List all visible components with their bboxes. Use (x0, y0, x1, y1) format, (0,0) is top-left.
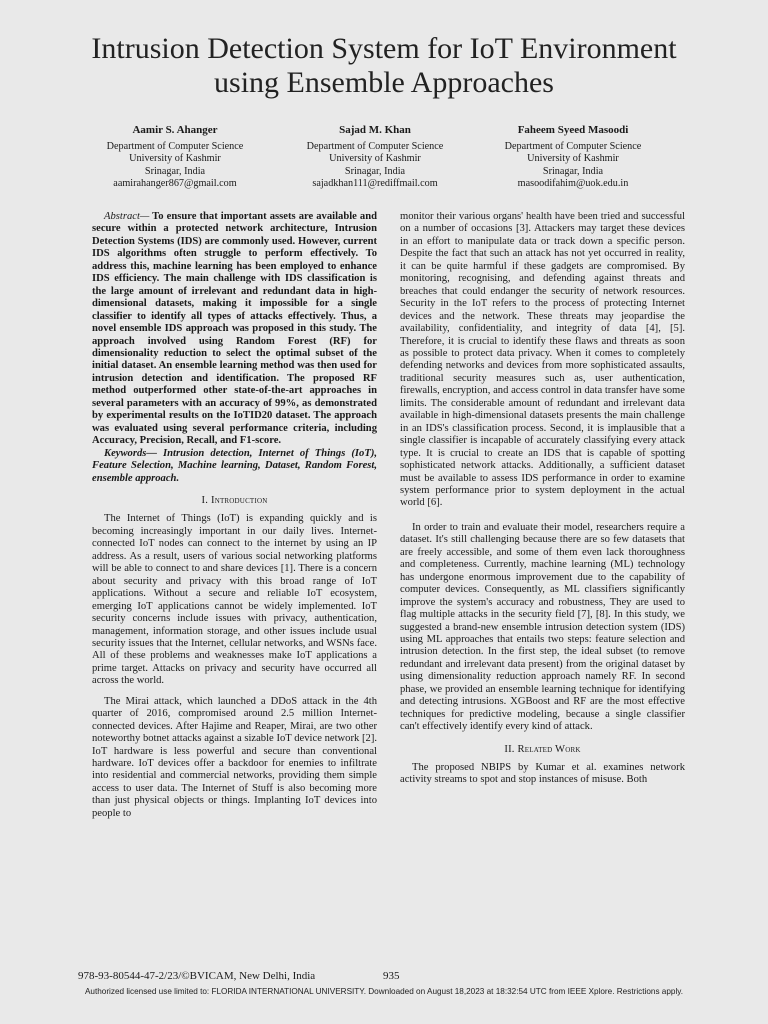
author-univ: University of Kashmir (329, 153, 421, 164)
author-location: Srinagar, India (542, 165, 604, 177)
abstract-text: To ensure that important assets are available and secure within a protected network architecture, Intrusion Detection Systems (IDS) are commonly used. However, current IDS algorithms often struggle to perform effectively. To address this, machine learning has been employed to enhance IDS efficiency. The main challenge with IDS classification is the large amount of irrelevant and redundant data in high-dimensional datasets, making it impossible for a single classifier to identify all types of attacks effectively. Thus, a novel ensemble IDS approach was proposed in this study. The approach involved using Random Forest (RF) for dimensionality reduction to select the optimal subset of the initial dataset. An ensemble learning method was then used for intrusion detection and identification. The proposed RF method outperformed other state-of-the-art approaches in several parameters with an accuracy of 99%, as demonstrated by experimental results on the IoTID20 dataset. The approach was evaluated using several performance criteria, including Accuracy, Precision, Recall, and F1-score. (92, 211, 377, 447)
page-number: 935 (383, 970, 400, 982)
author-3 (468, 124, 678, 191)
author-name: Aamir S. Ahanger (132, 124, 218, 136)
keywords-text: Intrusion detection, Internet of Things (IoT), Feature Selection, Machine learning, Dataset, Random Forest, ensemble approach. (92, 447, 377, 484)
author-dept: Department of Computer Science (504, 140, 642, 152)
left-column (92, 211, 377, 820)
author-email: masoodifahim@uok.edu.in (517, 178, 629, 189)
author-univ: University of Kashmir (129, 153, 221, 164)
author-block (70, 124, 710, 194)
author-univ: University of Kashmir (527, 153, 619, 164)
intro-paragraph-1: The Internet of Things (IoT) is expanding quickly and is becoming increasingly important in our daily lives. Internet-connected IoT nodes can connect to the internet by using an IP address. As a result, users of various social networking platforms will be able to connect to and share devices [1]. There is a concern about security and privacy with this broad range of IoT applications. Without a secure and reliable IoT ecosystem, emerging IoT applications cannot be widely implemented. IoT security concerns include issues with privacy, authentication, management, information storage, and other issues include usual security issues that the Internet, cellular networks, and WSNs face. All of these problems and weaknesses make IoT applications a prime target. Attacks on privacy and security have occurred all across the world. (92, 513, 377, 687)
title-line-1: Intrusion Detection System for IoT Environment (91, 32, 677, 65)
author-location: Srinagar, India (344, 165, 406, 177)
author-name: Faheem Syeed Masoodi (517, 124, 629, 136)
keywords-label: Keywords— (104, 447, 157, 459)
license-notice: Authorized licensed use limited to: FLORIDA INTERNATIONAL UNIVERSITY. Downloaded on August 18,2023 at 18:32:54 UTC from IEEE Xplore. Restrictions apply. (84, 987, 684, 996)
footer-isbn: 978-93-80544-47-2/23/©BVICAM, New Delhi, India (78, 970, 316, 982)
author-dept: Department of Computer Science (306, 140, 444, 152)
title-line-2: using Ensemble Approaches (214, 66, 554, 99)
abstract-label: Abstract— (104, 211, 150, 222)
paper-title (40, 32, 728, 100)
intro-paragraph-2: The Mirai attack, which launched a DDoS attack in the 4th quarter of 2016, compromised around 2.5 million Internet-connected devices. After Hajime and Reaper, Mirai, are two other noteworthy botnet attacks against a sizable IoT device network [2]. IoT hardware is less powerful and secure than conventional hardware. IoT devices offer a backdoor for enemies to infiltrate into residential and commercial networks, providing them simple access to user data. The Internet of Stuff is also becoming more than just physical objects or things. Implanting IoT devices into people to (92, 695, 377, 819)
section-heading-related-work: II. Related Work (504, 743, 581, 755)
right-paragraph-2: In order to train and evaluate their model, researchers require a dataset. It's still challenging because there are so few datasets that are freely accessible, and some of them even lack thoroughness and completeness. Currently, machine learning (ML) technology has undergone enormous improvement due to the capability of computer devices. Consequently, as ML classifiers significantly improve the system's accuracy and robustness, They are used to flag multiple attacks in the security field [7], [8]. In this study, we suggested a brand-new ensemble intrusion detection system (IDS) using ML approaches that entails two steps: feature selection and intrusion detection. In the first step, the ideal subset (to remove redundant and irrelevant data present) from the original dataset by using dimensionality reduction approach namely RF. In second phase, we provided an ensemble learning technique for identifying and detecting intrusions. XGBoost and RF are the most effective techniques for predictive modeling, because a single classifier can't effectively identify every kind of attack. (400, 521, 685, 733)
author-name: Sajad M. Khan (339, 124, 411, 136)
author-location: Srinagar, India (144, 165, 206, 177)
abstract (92, 211, 377, 448)
author-2 (270, 124, 480, 191)
author-email: aamirahanger867@gmail.com (113, 178, 237, 189)
right-column (400, 211, 685, 787)
related-paragraph-1: The proposed NBIPS by Kumar et al. examines network activity streams to spot and stop instances of misuse. Both (400, 762, 685, 786)
author-1 (70, 124, 280, 191)
author-dept: Department of Computer Science (106, 140, 244, 152)
section-heading-introduction: I. Introduction (201, 494, 268, 506)
author-email: sajadkhan111@rediffmail.com (312, 178, 438, 189)
keywords (92, 448, 377, 485)
right-paragraph-1: monitor their various organs' health have been tried and successful on a number of occasions [3]. Attackers may target these devices in an effort to manipulate data or track down a specific person. Despite the fact that such an attack has not yet occurred in reality, it can be quite harmful if these gadgets are compromised. By monitoring, recognising, and defending against threats and breaches that could endanger the security of network resources. Security in the IoT refers to the process of protecting Internet devices and the network. These threats may jeopardise the availability, confidentiality, and integrity of data [4], [5]. Therefore, it is crucial to identify these flaws and threats as soon as possible to protect data privacy. When it comes to completely defending networks and devices from more sophisticated assaults, traditional security measures such as, user authentication, firewalls, encryption, and access control in data transfer have some limits. The considerable amount of redundant and irrelevant data available in high-dimensional datasets presents the main challenge in an IDS's classification process. Second, it is implausible that a single classifier is incapable of accurately classifying every attack type. It is crucial to create an IDS that is capable of spotting sophisticated network attacks. Additionally, a sufficient dataset must be available to assess IDS performance in order to examine system performance prior to system deployment in the actual world [6]. (400, 211, 685, 509)
